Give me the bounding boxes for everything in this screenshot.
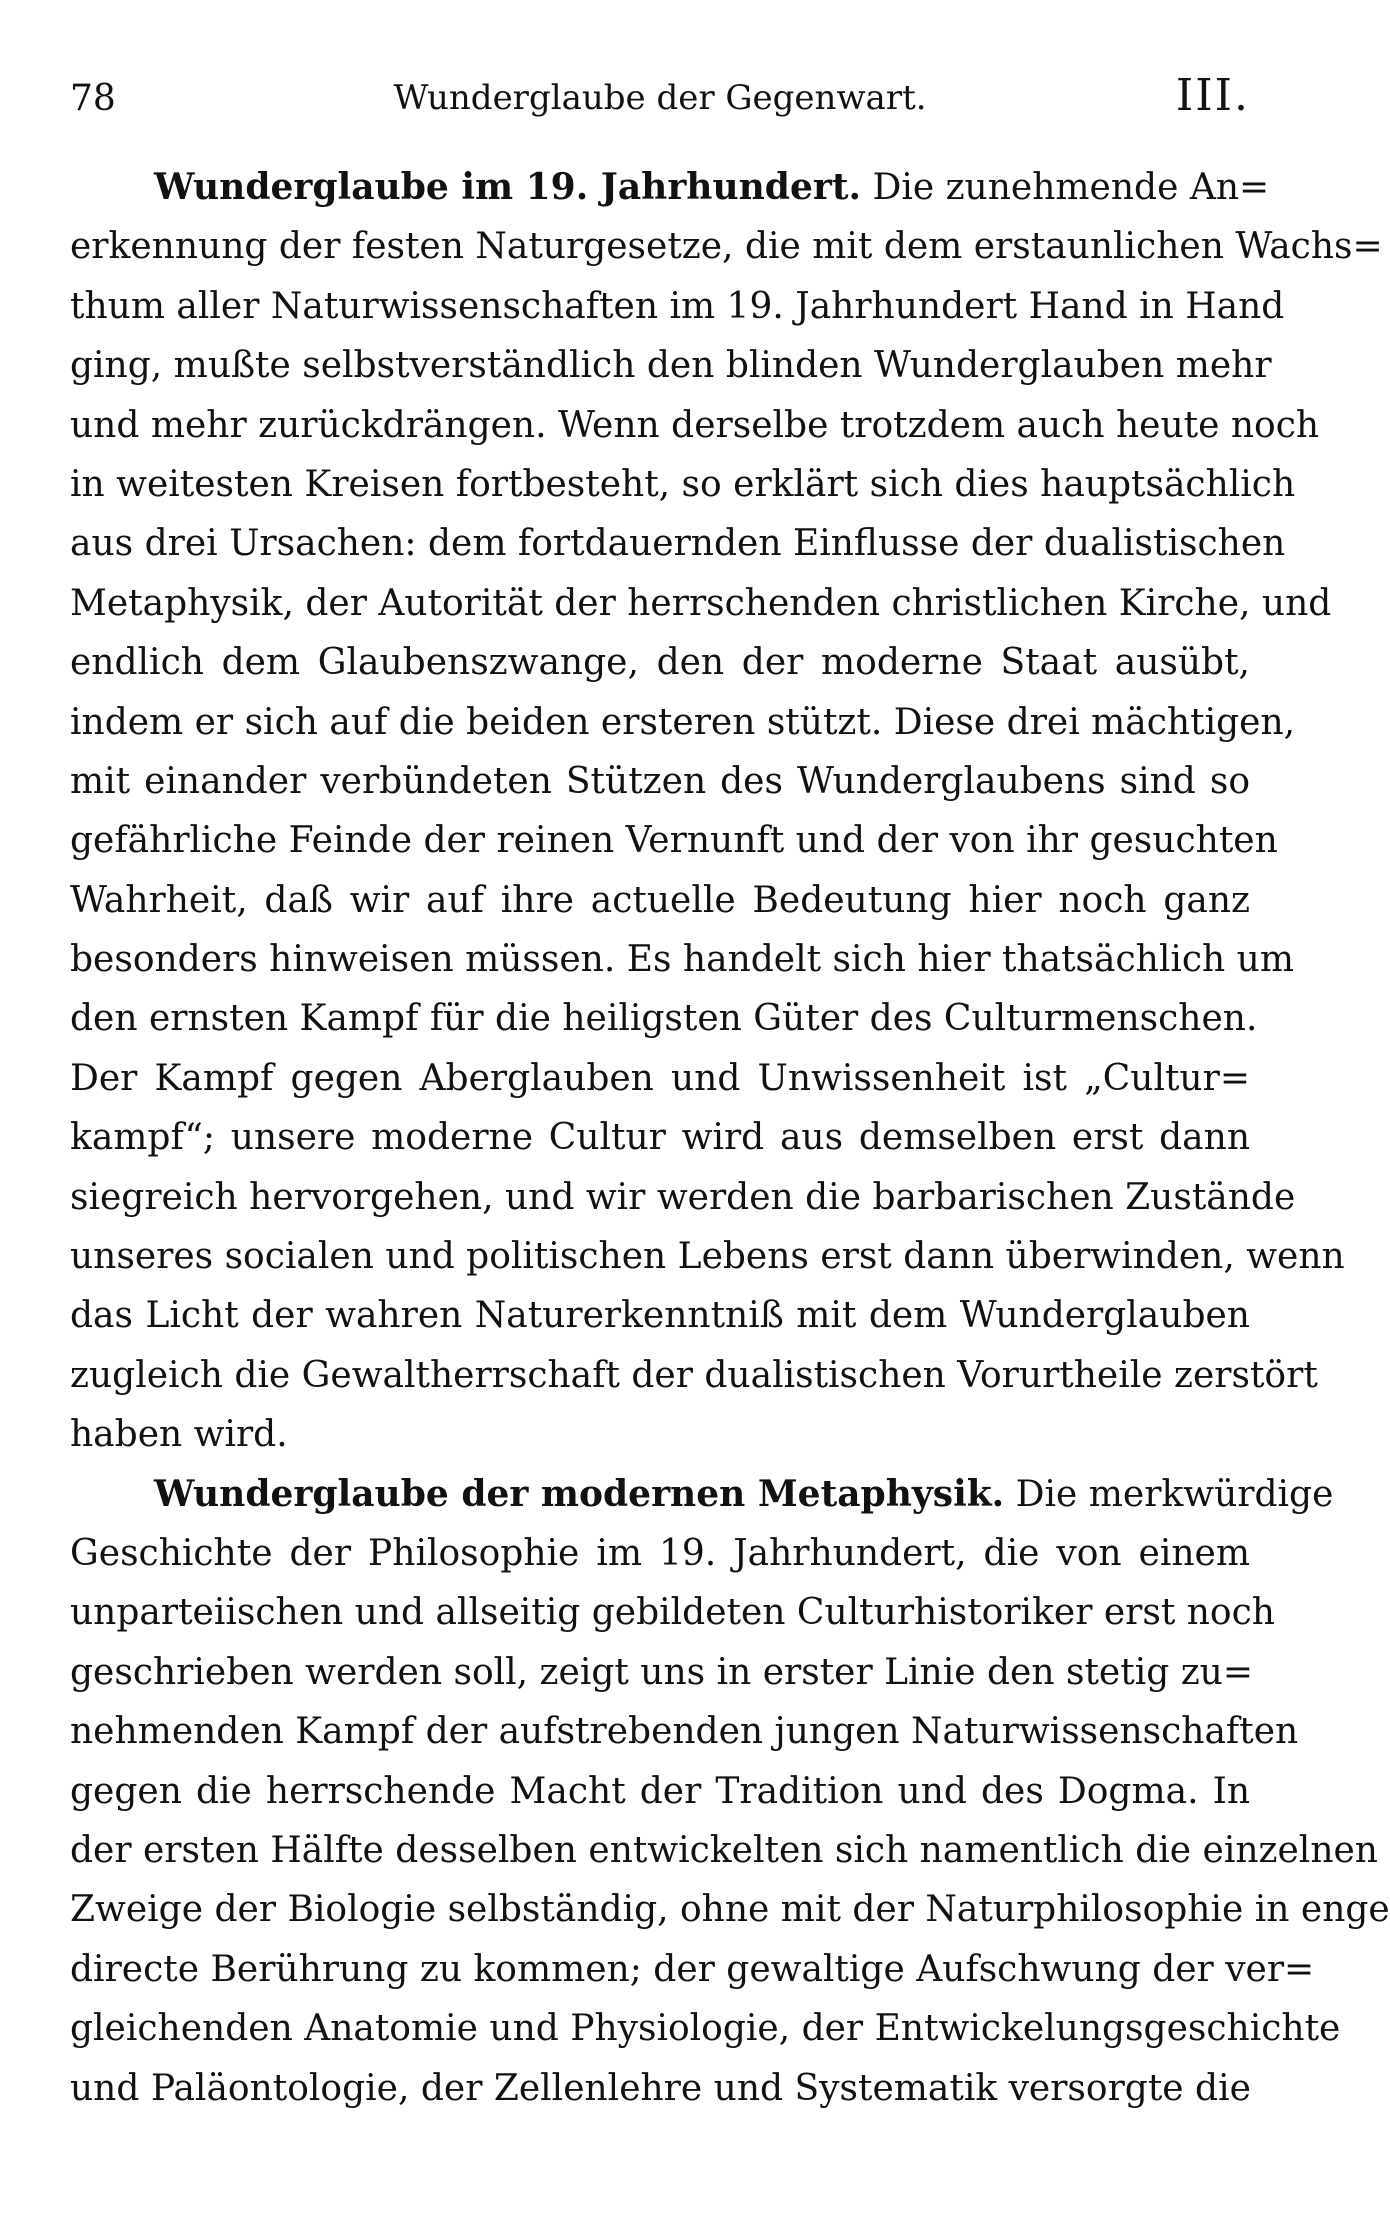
text-line: Wahrheit, daß wir auf ihre actuelle Bedeutung hier noch ganz bbox=[70, 879, 1250, 921]
page-header bbox=[70, 70, 1250, 130]
text-line: der ersten Hälfte desselben entwickelten sich namentlich die einzelnen bbox=[70, 1829, 1378, 1871]
text-line: Zweige der Biologie selbständig, ohne mit der Naturphilosophie in enge bbox=[70, 1889, 1390, 1931]
text-line: gegen die herrschende Macht der Tradition und des Dogma. In bbox=[70, 1770, 1250, 1812]
text-line bbox=[70, 158, 1270, 217]
text-line: nehmenden Kampf der aufstrebenden jungen Naturwissenschaften bbox=[70, 1711, 1299, 1753]
text-line: Geschichte der Philosophie im 19. Jahrhundert, die von einem bbox=[70, 1532, 1250, 1574]
text-line: siegreich hervorgehen, und wir werden die barbarischen Zustände bbox=[70, 1176, 1296, 1218]
chapter-number: III. bbox=[1175, 70, 1250, 121]
text-line: Metaphysik, der Autorität der herrschenden christlichen Kirche, und bbox=[70, 582, 1332, 624]
book-page bbox=[70, 70, 1390, 2118]
text-line: haben wird. bbox=[70, 1414, 288, 1456]
text-line: und mehr zurückdrängen. Wenn derselbe trotzdem auch heute noch bbox=[70, 404, 1320, 446]
text-line bbox=[70, 1465, 1334, 1524]
text-line: endlich dem Glaubenszwange, den der moderne Staat ausübt, bbox=[70, 642, 1250, 684]
text-line: unseres socialen und politischen Lebens erst dann überwinden, wenn bbox=[70, 1236, 1345, 1278]
text-line: und Paläontologie, der Zellenlehre und Systematik versorgte die bbox=[70, 2067, 1251, 2109]
text-line: gefährliche Feinde der reinen Vernunft und der von ihr gesuchten bbox=[70, 820, 1278, 862]
text-line: geschrieben werden soll, zeigt uns in erster Linie den stetig zu= bbox=[70, 1651, 1254, 1693]
text-line: erkennung der festen Naturgesetze, die mit dem erstaunlichen Wachs= bbox=[70, 226, 1383, 268]
text-line: zugleich die Gewaltherrschaft der dualistischen Vorurtheile zerstört bbox=[70, 1354, 1318, 1396]
text-line: aus drei Ursachen: dem fortdauernden Einflusse der dualistischen bbox=[70, 523, 1286, 565]
section-heading: Wunderglaube der modernen Metaphysik. bbox=[154, 1472, 1005, 1515]
section-first-line: Die merkwürdige bbox=[1015, 1473, 1334, 1515]
running-title: Wunderglaube der Gegenwart. bbox=[393, 78, 927, 118]
text-line: unparteiischen und allseitig gebildeten Culturhistoriker erst noch bbox=[70, 1592, 1275, 1634]
section-heading: Wunderglaube im 19. Jahrhundert. bbox=[154, 166, 862, 208]
text-line: den ernsten Kampf für die heiligsten Güter des Culturmenschen. bbox=[70, 998, 1258, 1040]
text-line: directe Berührung zu kommen; der gewaltige Aufschwung der ver= bbox=[70, 1948, 1315, 1990]
text-line: gleichenden Anatomie und Physiologie, der Entwickelungsgeschichte bbox=[70, 2008, 1341, 2050]
text-line: kampf“; unsere moderne Cultur wird aus demselben erst dann bbox=[70, 1117, 1250, 1159]
section-first-line: Die zunehmende An= bbox=[872, 167, 1270, 208]
text-line: thum aller Naturwissenschaften im 19. Jahrhundert Hand in Hand bbox=[70, 285, 1285, 327]
text-line: Der Kampf gegen Aberglauben und Unwissenheit ist „Cultur= bbox=[70, 1057, 1250, 1099]
text-line: das Licht der wahren Naturerkenntniß mit dem Wunderglauben bbox=[70, 1295, 1250, 1337]
text-line: besonders hinweisen müssen. Es handelt sich hier thatsächlich um bbox=[70, 939, 1294, 981]
text-line: indem er sich auf die beiden ersteren stützt. Diese drei mächtigen, bbox=[70, 701, 1296, 743]
text-line: mit einander verbündeten Stützen des Wunderglaubens sind so bbox=[70, 760, 1250, 802]
text-line: in weitesten Kreisen fortbesteht, so erklärt sich dies hauptsächlich bbox=[70, 463, 1296, 505]
body-text bbox=[70, 158, 1390, 2118]
page-number: 78 bbox=[70, 78, 116, 119]
text-line: ging, mußte selbstverständlich den blinden Wunderglauben mehr bbox=[70, 345, 1272, 387]
